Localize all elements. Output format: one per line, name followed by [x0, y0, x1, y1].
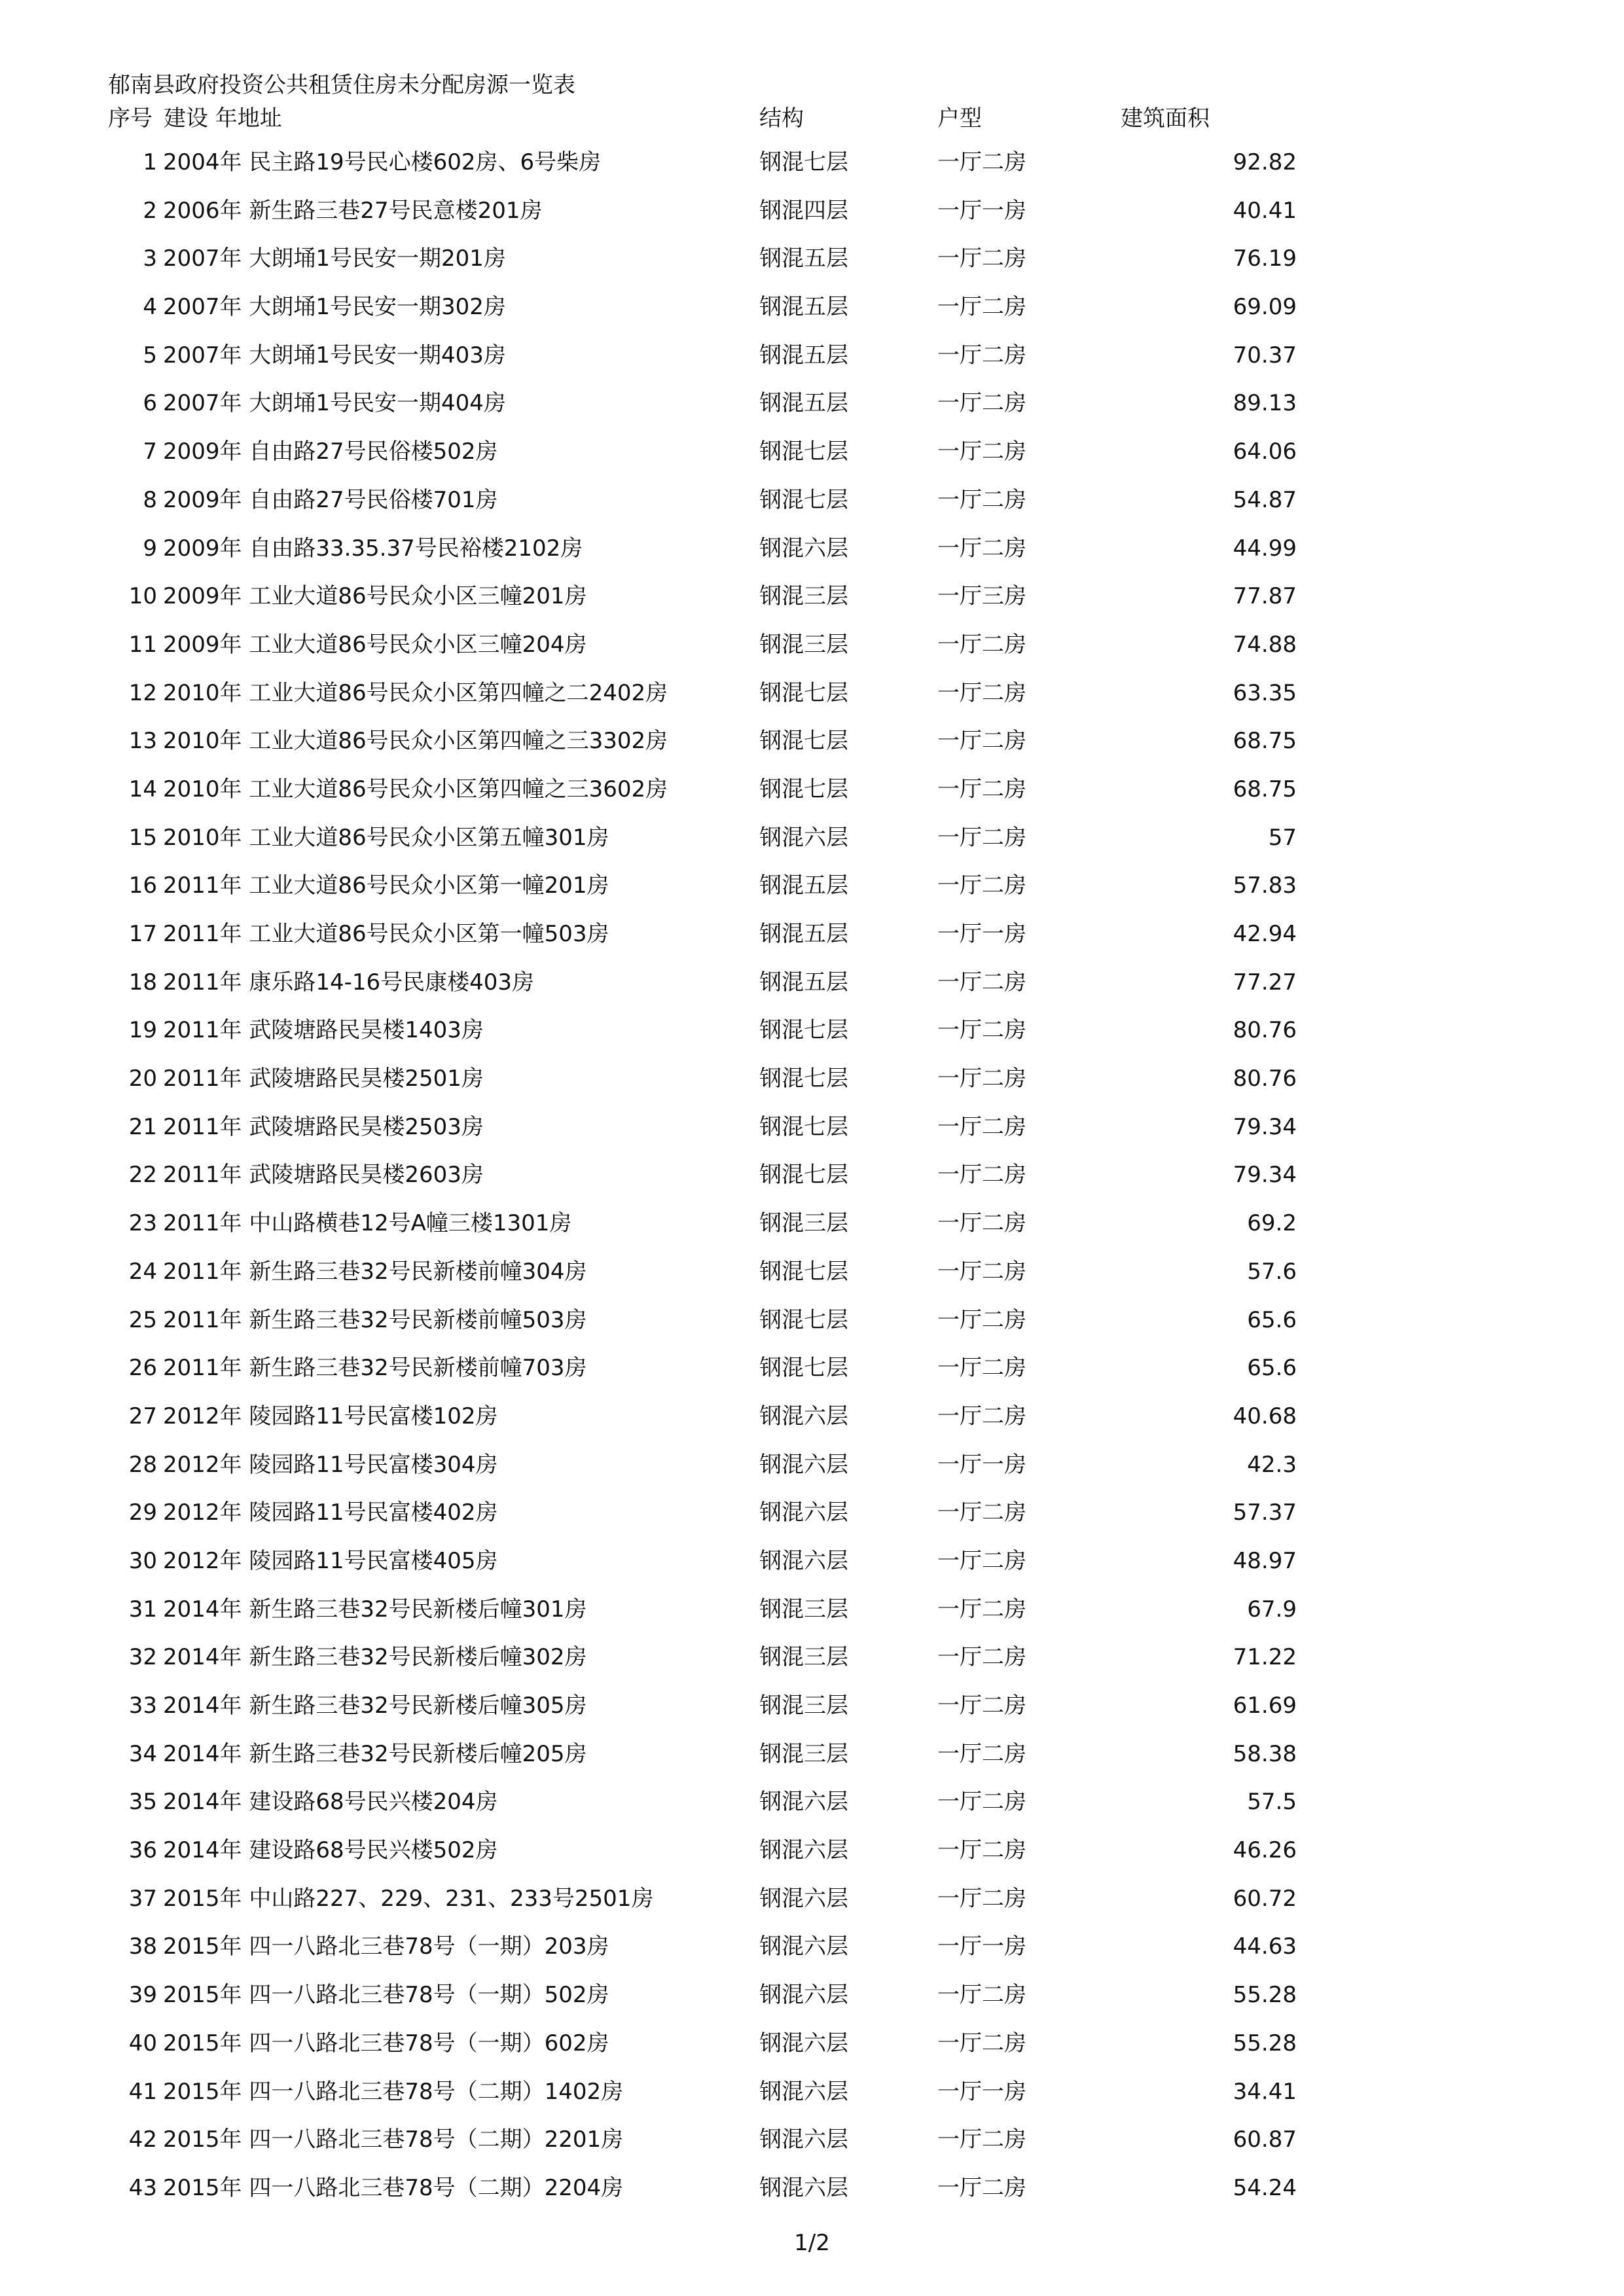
row-area: 48.97 [1233, 1547, 1297, 1574]
table-row [0, 1541, 1624, 1590]
row-area: 55.28 [1233, 2030, 1297, 2056]
row-type: 一厅二房 [937, 1982, 1026, 2009]
table-row [0, 1204, 1624, 1252]
row-area: 55.28 [1233, 1982, 1297, 2009]
row-structure: 钢混三层 [759, 583, 848, 610]
row-type: 一厅一房 [937, 921, 1026, 947]
row-area: 40.41 [1233, 197, 1297, 224]
row-area: 80.76 [1233, 1017, 1297, 1044]
table-row [0, 1734, 1624, 1783]
row-area: 89.13 [1233, 390, 1297, 417]
row-year-address: 2012年 陵园路11号民富楼402房 [163, 1499, 498, 1526]
table-row [0, 1348, 1624, 1397]
row-structure: 钢混三层 [759, 1210, 848, 1237]
row-area: 71.22 [1233, 1644, 1297, 1671]
table-row [0, 1300, 1624, 1349]
table-row [0, 143, 1624, 191]
table-row [0, 432, 1624, 480]
row-type: 一厅二房 [937, 872, 1026, 899]
row-no: 3 [143, 245, 157, 272]
row-structure: 钢混四层 [759, 197, 848, 224]
document-title: 郁南县政府投资公共租赁住房未分配房源一览表 [108, 72, 575, 98]
row-type: 一厅二房 [937, 679, 1026, 706]
row-no: 15 [128, 824, 157, 851]
row-type: 一厅二房 [937, 149, 1026, 175]
row-no: 36 [128, 1837, 157, 1864]
row-area: 57.37 [1233, 1499, 1297, 1526]
row-structure: 钢混五层 [759, 390, 848, 417]
row-structure: 钢混五层 [759, 969, 848, 996]
row-no: 33 [128, 1693, 157, 1719]
table-row [0, 1782, 1624, 1831]
row-area: 92.82 [1233, 149, 1297, 175]
header-year-address: 建设 年地址 [164, 105, 282, 132]
row-area: 57 [1268, 824, 1297, 851]
row-area: 67.9 [1247, 1596, 1297, 1623]
row-structure: 钢混七层 [759, 1258, 848, 1285]
row-year-address: 2011年 武陵塘路民昊楼1403房 [163, 1017, 484, 1044]
row-type: 一厅二房 [937, 342, 1026, 368]
row-no: 28 [128, 1451, 157, 1478]
table-row [0, 2168, 1624, 2217]
row-year-address: 2011年 新生路三巷32号民新楼前幢503房 [163, 1306, 587, 1333]
row-area: 42.3 [1247, 1451, 1297, 1478]
row-type: 一厅二房 [937, 1258, 1026, 1285]
row-year-address: 2009年 自由路33.35.37号民裕楼2102房 [163, 535, 583, 562]
row-structure: 钢混五层 [759, 921, 848, 947]
row-type: 一厅二房 [937, 631, 1026, 658]
row-year-address: 2010年 工业大道86号民众小区第五幢301房 [163, 824, 609, 851]
row-year-address: 2011年 武陵塘路民昊楼2603房 [163, 1162, 484, 1189]
row-year-address: 2014年 新生路三巷32号民新楼后幢301房 [163, 1596, 587, 1623]
table-row [0, 384, 1624, 432]
row-structure: 钢混七层 [759, 439, 848, 465]
table-row [0, 1879, 1624, 1928]
row-no: 42 [128, 2126, 157, 2153]
row-type: 一厅二房 [937, 1837, 1026, 1864]
row-type: 一厅二房 [937, 486, 1026, 513]
table-row [0, 1059, 1624, 1107]
row-type: 一厅二房 [937, 390, 1026, 417]
row-structure: 钢混五层 [759, 245, 848, 272]
row-year-address: 2011年 武陵塘路民昊楼2501房 [163, 1066, 484, 1092]
row-no: 8 [143, 486, 157, 513]
row-year-address: 2011年 康乐路14-16号民康楼403房 [163, 969, 535, 996]
row-type: 一厅二房 [937, 535, 1026, 562]
row-no: 16 [128, 872, 157, 899]
row-type: 一厅二房 [937, 1740, 1026, 1767]
row-type: 一厅二房 [937, 1789, 1026, 1816]
row-area: 57.83 [1233, 872, 1297, 899]
row-structure: 钢混六层 [759, 535, 848, 562]
row-no: 26 [128, 1355, 157, 1382]
row-type: 一厅一房 [937, 1451, 1026, 1478]
table-row [0, 914, 1624, 963]
row-no: 2 [143, 197, 157, 224]
table-row [0, 721, 1624, 770]
row-year-address: 2015年 四一八路北三巷78号（二期）2204房 [163, 2174, 624, 2201]
row-no: 30 [128, 1547, 157, 1574]
table-row [0, 1927, 1624, 1975]
table-row [0, 1252, 1624, 1300]
row-area: 80.76 [1233, 1066, 1297, 1092]
row-year-address: 2009年 工业大道86号民众小区三幢201房 [163, 583, 587, 610]
row-structure: 钢混六层 [759, 1885, 848, 1912]
row-type: 一厅二房 [937, 824, 1026, 851]
table-row [0, 866, 1624, 914]
row-type: 一厅二房 [937, 1162, 1026, 1189]
row-area: 40.68 [1233, 1403, 1297, 1429]
row-area: 44.99 [1233, 535, 1297, 562]
row-year-address: 2010年 工业大道86号民众小区第四幢之三3302房 [163, 728, 668, 755]
row-structure: 钢混七层 [759, 1162, 848, 1189]
row-area: 79.34 [1233, 1162, 1297, 1189]
row-structure: 钢混六层 [759, 1499, 848, 1526]
row-type: 一厅一房 [937, 1933, 1026, 1960]
row-no: 13 [128, 728, 157, 755]
row-area: 68.75 [1233, 776, 1297, 802]
row-year-address: 2011年 工业大道86号民众小区第一幢201房 [163, 872, 609, 899]
row-type: 一厅二房 [937, 1596, 1026, 1623]
table-row [0, 1590, 1624, 1638]
table-row [0, 2120, 1624, 2168]
row-no: 20 [128, 1066, 157, 1092]
row-structure: 钢混七层 [759, 1113, 848, 1140]
row-type: 一厅二房 [937, 1355, 1026, 1382]
row-area: 46.26 [1233, 1837, 1297, 1864]
row-year-address: 2009年 工业大道86号民众小区三幢204房 [163, 631, 587, 658]
row-structure: 钢混六层 [759, 2030, 848, 2056]
row-area: 63.35 [1233, 679, 1297, 706]
row-type: 一厅二房 [937, 1693, 1026, 1719]
row-structure: 钢混六层 [759, 1403, 848, 1429]
row-type: 一厅二房 [937, 776, 1026, 802]
row-area: 57.5 [1247, 1789, 1297, 1816]
row-type: 一厅二房 [937, 969, 1026, 996]
row-year-address: 2004年 民主路19号民心楼602房、6号柴房 [163, 149, 602, 175]
row-area: 58.38 [1233, 1740, 1297, 1767]
row-structure: 钢混七层 [759, 486, 848, 513]
row-area: 60.87 [1233, 2126, 1297, 2153]
row-no: 25 [128, 1306, 157, 1333]
row-no: 27 [128, 1403, 157, 1429]
row-no: 34 [128, 1740, 157, 1767]
row-structure: 钢混五层 [759, 872, 848, 899]
row-year-address: 2014年 新生路三巷32号民新楼后幢302房 [163, 1644, 587, 1671]
row-area: 77.87 [1233, 583, 1297, 610]
row-area: 69.2 [1247, 1210, 1297, 1237]
row-year-address: 2015年 中山路227、229、231、233号2501房 [163, 1885, 654, 1912]
table-row [0, 480, 1624, 529]
row-year-address: 2011年 武陵塘路民昊楼2503房 [163, 1113, 484, 1140]
row-no: 31 [128, 1596, 157, 1623]
row-structure: 钢混七层 [759, 1306, 848, 1333]
row-structure: 钢混三层 [759, 631, 848, 658]
row-type: 一厅一房 [937, 197, 1026, 224]
row-no: 39 [128, 1982, 157, 2009]
row-no: 18 [128, 969, 157, 996]
row-year-address: 2015年 四一八路北三巷78号（一期）602房 [163, 2030, 609, 2056]
row-area: 65.6 [1247, 1306, 1297, 1333]
row-year-address: 2012年 陵园路11号民富楼304房 [163, 1451, 498, 1478]
row-no: 41 [128, 2078, 157, 2105]
row-structure: 钢混七层 [759, 776, 848, 802]
table-row [0, 1397, 1624, 1445]
row-area: 76.19 [1233, 245, 1297, 272]
row-no: 24 [128, 1258, 157, 1285]
row-year-address: 2010年 工业大道86号民众小区第四幢之三3602房 [163, 776, 668, 802]
row-no: 6 [143, 390, 157, 417]
table-row [0, 1975, 1624, 2024]
row-structure: 钢混六层 [759, 1982, 848, 2009]
row-area: 68.75 [1233, 728, 1297, 755]
row-year-address: 2010年 工业大道86号民众小区第四幢之二2402房 [163, 679, 668, 706]
row-structure: 钢混六层 [759, 1547, 848, 1574]
row-year-address: 2009年 自由路27号民俗楼701房 [163, 486, 498, 513]
row-type: 一厅二房 [937, 1017, 1026, 1044]
row-type: 一厅二房 [937, 728, 1026, 755]
table-row [0, 287, 1624, 336]
row-no: 32 [128, 1644, 157, 1671]
row-structure: 钢混六层 [759, 824, 848, 851]
row-no: 11 [128, 631, 157, 658]
row-no: 12 [128, 679, 157, 706]
table-header [0, 103, 1624, 134]
row-no: 38 [128, 1933, 157, 1960]
table-row [0, 1107, 1624, 1156]
row-no: 19 [128, 1017, 157, 1044]
row-type: 一厅二房 [937, 294, 1026, 321]
row-type: 一厅二房 [937, 2030, 1026, 2056]
row-type: 一厅二房 [937, 1210, 1026, 1237]
row-year-address: 2011年 中山路横巷12号A幢三楼1301房 [163, 1210, 572, 1237]
row-area: 60.72 [1233, 1885, 1297, 1912]
row-area: 44.63 [1233, 1933, 1297, 1960]
page-number: 1/2 [794, 2230, 830, 2256]
row-type: 一厅二房 [937, 1113, 1026, 1140]
row-structure: 钢混三层 [759, 1596, 848, 1623]
row-type: 一厅二房 [937, 1885, 1026, 1912]
row-area: 54.87 [1233, 486, 1297, 513]
row-year-address: 2007年 大朗埇1号民安一期403房 [163, 342, 506, 368]
row-year-address: 2014年 新生路三巷32号民新楼后幢205房 [163, 1740, 587, 1767]
table-row [0, 191, 1624, 240]
row-area: 74.88 [1233, 631, 1297, 658]
row-type: 一厅一房 [937, 2078, 1026, 2105]
header-no: 序号 [108, 105, 153, 132]
row-type: 一厅二房 [937, 1066, 1026, 1092]
table-row [0, 577, 1624, 625]
row-year-address: 2014年 新生路三巷32号民新楼后幢305房 [163, 1693, 587, 1719]
row-structure: 钢混七层 [759, 1066, 848, 1092]
row-year-address: 2011年 新生路三巷32号民新楼前幢304房 [163, 1258, 587, 1285]
row-area: 34.41 [1233, 2078, 1297, 2105]
row-no: 9 [143, 535, 157, 562]
row-type: 一厅二房 [937, 1306, 1026, 1333]
row-structure: 钢混五层 [759, 342, 848, 368]
table-row [0, 770, 1624, 818]
row-type: 一厅二房 [937, 2126, 1026, 2153]
row-no: 22 [128, 1162, 157, 1189]
table-row [0, 963, 1624, 1011]
row-structure: 钢混三层 [759, 1644, 848, 1671]
table-body [0, 143, 1624, 2217]
row-year-address: 2015年 四一八路北三巷78号（一期）502房 [163, 1982, 609, 2009]
table-row [0, 818, 1624, 867]
row-year-address: 2011年 工业大道86号民众小区第一幢503房 [163, 921, 609, 947]
header-structure: 结构 [759, 105, 804, 132]
table-row [0, 625, 1624, 673]
row-type: 一厅三房 [937, 583, 1026, 610]
row-no: 23 [128, 1210, 157, 1237]
table-row [0, 673, 1624, 722]
row-no: 14 [128, 776, 157, 802]
row-structure: 钢混五层 [759, 294, 848, 321]
table-row [0, 1638, 1624, 1686]
row-no: 43 [128, 2174, 157, 2201]
table-row [0, 2024, 1624, 2072]
row-area: 61.69 [1233, 1693, 1297, 1719]
row-year-address: 2015年 四一八路北三巷78号（二期）2201房 [163, 2126, 624, 2153]
row-year-address: 2012年 陵园路11号民富楼102房 [163, 1403, 498, 1429]
row-no: 29 [128, 1499, 157, 1526]
table-row [0, 239, 1624, 287]
row-structure: 钢混六层 [759, 1933, 848, 1960]
row-type: 一厅二房 [937, 1403, 1026, 1429]
row-structure: 钢混三层 [759, 1740, 848, 1767]
row-area: 57.6 [1247, 1258, 1297, 1285]
row-structure: 钢混七层 [759, 149, 848, 175]
table-row [0, 2072, 1624, 2121]
row-year-address: 2014年 建设路68号民兴楼502房 [163, 1837, 498, 1864]
row-no: 10 [128, 583, 157, 610]
table-row [0, 1011, 1624, 1059]
row-no: 37 [128, 1885, 157, 1912]
row-area: 65.6 [1247, 1355, 1297, 1382]
row-no: 4 [143, 294, 157, 321]
row-structure: 钢混三层 [759, 1693, 848, 1719]
row-structure: 钢混六层 [759, 2126, 848, 2153]
row-area: 70.37 [1233, 342, 1297, 368]
row-structure: 钢混六层 [759, 2078, 848, 2105]
header-type: 户型 [937, 105, 982, 132]
row-year-address: 2015年 四一八路北三巷78号（二期）1402房 [163, 2078, 624, 2105]
row-no: 1 [143, 149, 157, 175]
row-year-address: 2009年 自由路27号民俗楼502房 [163, 439, 498, 465]
row-no: 21 [128, 1113, 157, 1140]
row-year-address: 2007年 大朗埇1号民安一期302房 [163, 294, 506, 321]
row-area: 77.27 [1233, 969, 1297, 996]
row-type: 一厅二房 [937, 2174, 1026, 2201]
row-year-address: 2011年 新生路三巷32号民新楼前幢703房 [163, 1355, 587, 1382]
row-structure: 钢混七层 [759, 728, 848, 755]
header-area: 建筑面积 [1121, 105, 1210, 132]
row-area: 64.06 [1233, 439, 1297, 465]
row-year-address: 2012年 陵园路11号民富楼405房 [163, 1547, 498, 1574]
row-area: 42.94 [1233, 921, 1297, 947]
table-row [0, 529, 1624, 577]
row-area: 54.24 [1233, 2174, 1297, 2201]
row-year-address: 2014年 建设路68号民兴楼204房 [163, 1789, 498, 1816]
row-no: 17 [128, 921, 157, 947]
row-area: 79.34 [1233, 1113, 1297, 1140]
table-row [0, 336, 1624, 384]
row-area: 69.09 [1233, 294, 1297, 321]
row-no: 7 [143, 439, 157, 465]
row-year-address: 2007年 大朗埇1号民安一期404房 [163, 390, 506, 417]
row-structure: 钢混七层 [759, 1017, 848, 1044]
row-year-address: 2015年 四一八路北三巷78号（一期）203房 [163, 1933, 609, 1960]
row-type: 一厅二房 [937, 1499, 1026, 1526]
row-no: 40 [128, 2030, 157, 2056]
row-structure: 钢混六层 [759, 2174, 848, 2201]
row-structure: 钢混七层 [759, 679, 848, 706]
row-no: 35 [128, 1789, 157, 1816]
row-type: 一厅二房 [937, 245, 1026, 272]
row-structure: 钢混六层 [759, 1837, 848, 1864]
table-row [0, 1493, 1624, 1541]
row-structure: 钢混六层 [759, 1451, 848, 1478]
row-type: 一厅二房 [937, 1644, 1026, 1671]
row-structure: 钢混六层 [759, 1789, 848, 1816]
table-row [0, 1831, 1624, 1879]
table-row [0, 1686, 1624, 1734]
row-structure: 钢混七层 [759, 1355, 848, 1382]
row-year-address: 2007年 大朗埇1号民安一期201房 [163, 245, 506, 272]
table-row [0, 1155, 1624, 1204]
row-type: 一厅二房 [937, 1547, 1026, 1574]
row-year-address: 2006年 新生路三巷27号民意楼201房 [163, 197, 543, 224]
table-row [0, 1445, 1624, 1494]
row-type: 一厅二房 [937, 439, 1026, 465]
row-no: 5 [143, 342, 157, 368]
